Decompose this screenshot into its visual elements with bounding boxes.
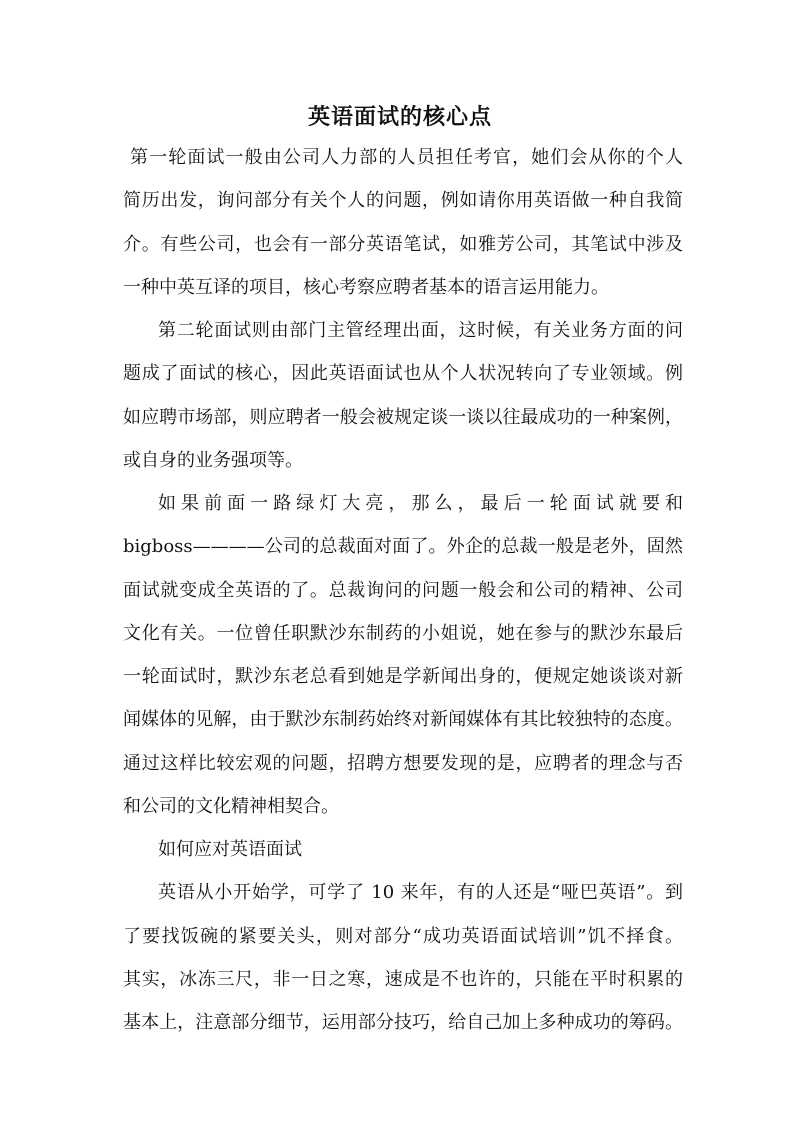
paragraph-line: 如果前面一路绿灯大亮，那么，最后一轮面试就要和 (158, 493, 683, 514)
paragraph-line: 通过这样比较宏观的问题，招聘方想要发现的是，应聘者的理念与否 (123, 753, 683, 774)
paragraph-line: 其实，冰冻三尺，非一日之寒，速成是不也许的，只能在平时积累的 (123, 969, 683, 990)
paragraph-line: 文化有关。一位曾任职默沙东制药的小姐说，她在参与的默沙东最后 (123, 623, 683, 644)
paragraph-line: 如应聘市场部，则应聘者一般会被规定谈一谈以往最成功的一种案例， (123, 407, 683, 428)
paragraph-line: 一种中英互译的项目，核心考察应聘者基本的语言运用能力。 (123, 277, 609, 298)
paragraph-line: 第一轮面试一般由公司人力部的人员担任考官，她们会从你的个人 (130, 147, 683, 168)
paragraph-line: 闻媒体的见解，由于默沙东制药始终对新闻媒体有其比较独特的态度。 (123, 709, 683, 730)
paragraph-line: 一轮面试时，默沙东老总看到她是学新闻出身的，便规定她谈谈对新 (123, 666, 683, 687)
paragraph-line: 第二轮面试则由部门主管经理出面，这时候，有关业务方面的问 (158, 320, 683, 341)
paragraph-line: 或自身的业务强项等。 (123, 450, 303, 471)
paragraph-line: 介。有些公司，也会有一部分英语笔试，如雅芳公司，其笔试中涉及 (123, 234, 683, 255)
paragraph-line: 题成了面试的核心，因此英语面试也从个人状况转向了专业领域。例 (123, 363, 683, 384)
paragraph-line: 基本上，注意部分细节，运用部分技巧，给自己加上多种成功的筹码。 (123, 1012, 683, 1033)
paragraph-line: 面试就变成全英语的了。总裁询问的问题一般会和公司的精神、公司 (123, 580, 683, 601)
section-heading: 如何应对英语面试 (158, 839, 302, 860)
paragraph-line: 和公司的文化精神相契合。 (123, 796, 339, 817)
document-title: 英语面试的核心点 (307, 104, 492, 130)
paragraph-line: bigboss————公司的总裁面对面了。外企的总裁一般是老外，固然 (123, 536, 683, 557)
paragraph-line: 了要找饭碗的紧要关头，则对部分“成功英语面试培训”饥不择食。 (123, 926, 683, 947)
paragraph-line: 简历出发，询问部分有关个人的问题，例如请你用英语做一种自我简 (123, 190, 683, 211)
paragraph-line: 英语从小开始学，可学了 10 来年，有的人还是“哑巴英语”。到 (158, 882, 683, 903)
